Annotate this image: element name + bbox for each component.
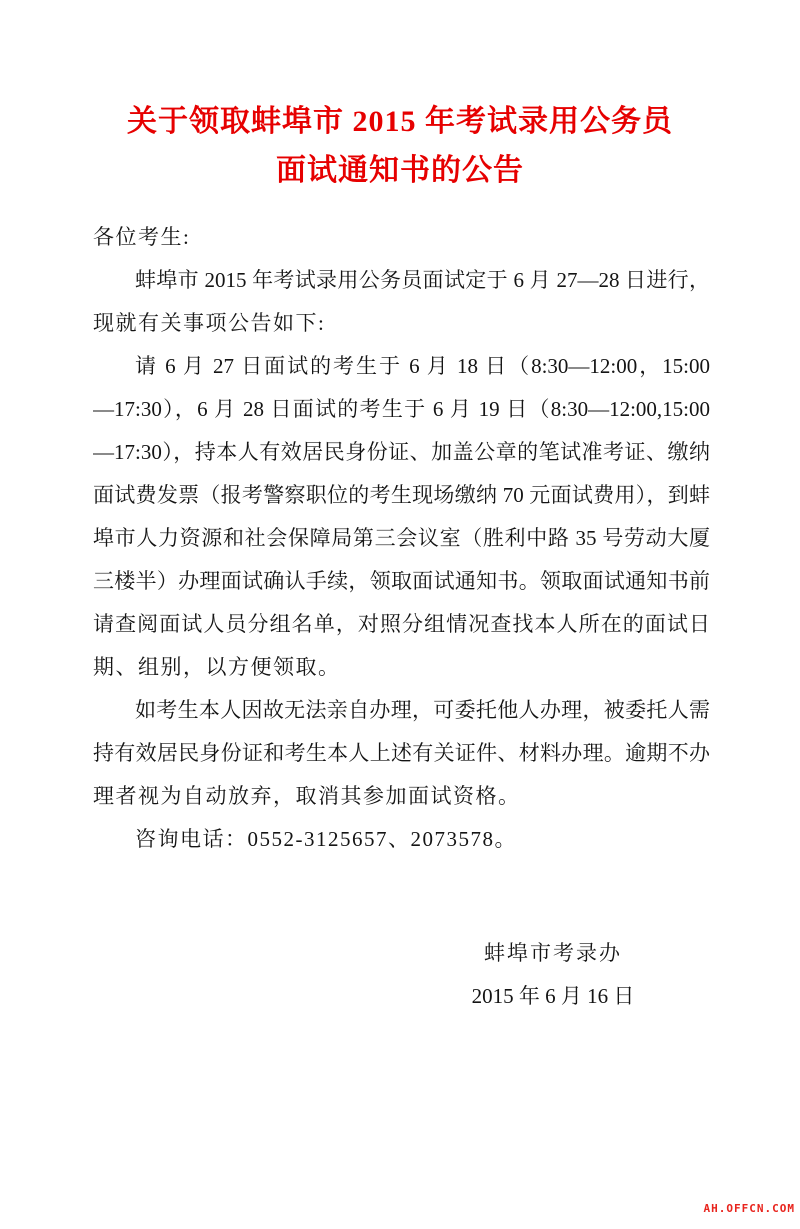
body-line: 如考生本人因故无法亲自办理，可委托他人办理，被委托人需 (135, 698, 710, 722)
body-line-salutation: 各位考生: (93, 225, 191, 249)
body-line: —17:30），6 月 28 日面试的考生于 6 月 19 日（8:30—12:00,15:00 (93, 397, 710, 421)
body-line: 请查阅面试人员分组名单，对照分组情况查找本人所在的面试日 (93, 612, 710, 636)
body-line: 期、组别，以方便领取。 (93, 655, 341, 679)
body-line: 持有效居民身份证和考生本人上述有关证件、材料办理。逾期不办 (93, 741, 710, 765)
body-line: —17:30），持本人有效居民身份证、加盖公章的笔试准考证、缴纳 (93, 440, 710, 464)
body-line: 请 6 月 27 日面试的考生于 6 月 18 日（8:30—12:00，15:00 (135, 354, 710, 378)
body-line: 蚌埠市 2015 年考试录用公务员面试定于 6 月 27—28 日进行， (135, 268, 710, 292)
page-title (0, 97, 800, 195)
document-page (0, 97, 800, 1229)
watermark-text: AH.OFFCN.COM (703, 1202, 795, 1215)
body-line: 埠市人力资源和社会保障局第三会议室（胜利中路 35 号劳动大厦 (93, 526, 710, 550)
document-body (93, 216, 710, 861)
signature-block (403, 932, 703, 1018)
body-line: 理者视为自动放弃，取消其参加面试资格。 (93, 784, 521, 808)
body-line: 三楼半）办理面试确认手续，领取面试通知书。领取面试通知书前 (93, 569, 710, 593)
title-line-1: 关于领取蚌埠市 2015 年考试录用公务员 (127, 105, 673, 138)
body-line: 面试费发票（报考警察职位的考生现场缴纳 70 元面试费用），到蚌 (93, 483, 710, 507)
title-line-2: 面试通知书的公告 (276, 154, 524, 187)
body-line-phone: 咨询电话：0552-3125657、2073578。 (135, 827, 517, 851)
signature-date: 2015 年 6 月 16 日 (471, 984, 635, 1008)
body-line: 现就有关事项公告如下: (93, 311, 326, 335)
signature-name: 蚌埠市考录办 (484, 941, 622, 965)
